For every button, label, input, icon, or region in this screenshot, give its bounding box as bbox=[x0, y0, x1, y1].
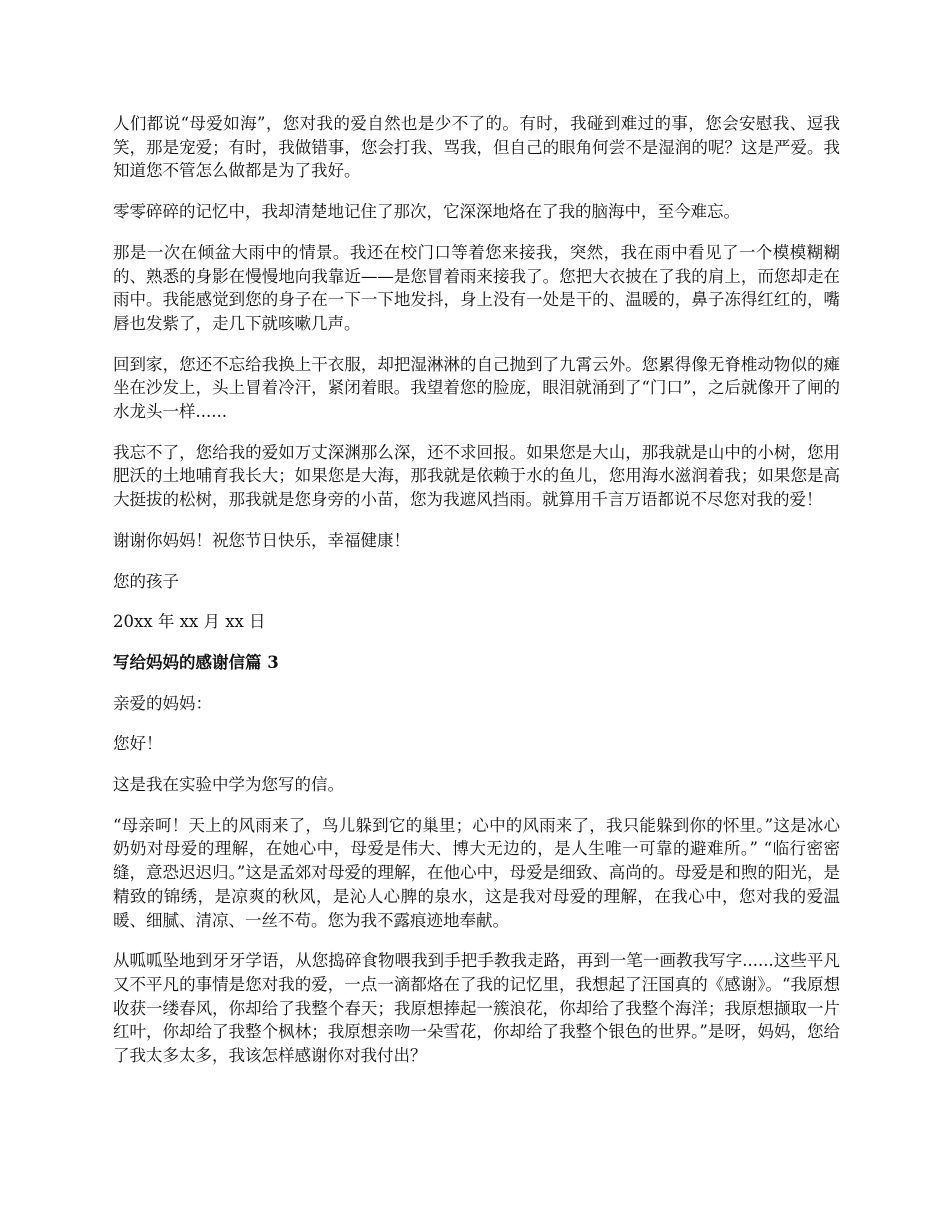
greeting: 您好！ bbox=[113, 734, 163, 754]
date-line: 20xx 年 xx 月 xx 日 bbox=[113, 612, 266, 632]
salutation: 亲爱的妈妈： bbox=[113, 693, 212, 713]
closing-wishes: 谢谢你妈妈！祝您节日快乐，幸福健康！ bbox=[113, 530, 410, 550]
paragraph: 从呱呱坠地到牙牙学语，从您捣碎食物喂我到手把手教我走路，再到一笔一画教我写字......这些平凡又不平凡的事情是您对我的爱，一点一滴都烙在了我的记忆里，我想起了汪国真的《感谢》。“我原想收获一缕春风，你却给了我整个春天；我原想捧起一簇浪花，你却给了我整个海洋；我原想撷取一片红叶，你却给了我整个枫林；我原想亲吻一朵雪花，你却给了我整个银色的世界。”是呀，妈妈，您给了我太多太多，我该怎样感谢你对我付出？ bbox=[113, 951, 840, 1066]
document-page bbox=[113, 112, 840, 1085]
paragraph: “母亲呵！天上的风雨来了，鸟儿躲到它的巢里；心中的风雨来了，我只能躲到你的怀里。”这是冰心奶奶对母爱的理解，在她心中，母爱是伟大、博大无边的，是人生唯一可靠的避难所。” “临行密密缝，意恐迟迟归。”这是孟郊对母爱的理解，在他心中，母爱是细致、高尚的。母爱是和煦的阳光，是精致的锦绣，是凉爽的秋风，是沁人心脾的泉水，这是我对母爱的理解，在我心中，您对我的爱温暖、细腻、清凉、一丝不苟。您为我不露痕迹地奉献。 bbox=[113, 815, 840, 930]
paragraph: 这是我在实验中学为您写的信。 bbox=[113, 775, 344, 795]
paragraph: 回到家，您还不忘给我换上干衣服，却把湿淋淋的自己抛到了九霄云外。您累得像无脊椎动物似的瘫坐在沙发上，头上冒着冷汗，紧闭着眼。我望着您的脸庞，眼泪就涌到了“门口”，之后就像开了闸的水龙头一样...... bbox=[113, 354, 840, 422]
paragraph: 人们都说“母爱如海”，您对我的爱自然也是少不了的。有时，我碰到难过的事，您会安慰我、逗我笑，那是宠爱；有时，我做错事，您会打我、骂我，但自己的眼角何尝不是湿润的呢？这是严爱。我知道您不管怎么做都是为了我好。 bbox=[113, 114, 840, 181]
paragraph: 我忘不了，您给我的爱如万丈深渊那么深，还不求回报。如果您是大山，那我就是山中的小树，您用肥沃的土地哺育我长大；如果您是大海，那我就是依赖于水的鱼儿，您用海水滋润着我；如果您是高大挺拔的松树，那我就是您身旁的小苗，您为我遮风挡雨。就算用千言万语都说不尽您对我的爱！ bbox=[113, 442, 840, 510]
paragraph: 那是一次在倾盆大雨中的情景。我还在校门口等着您来接我，突然，我在雨中看见了一个模模糊糊的、熟悉的身影在慢慢地向我靠近——是您冒着雨来接我了。您把大衣披在了我的肩上，而您却走在雨中。我能感觉到您的身子在一下一下地发抖，身上没有一处是干的、温暖的，鼻子冻得红红的，嘴唇也发紫了，走几下就咳嗽几声。 bbox=[113, 242, 840, 333]
paragraph: 零零碎碎的记忆中，我却清楚地记住了那次，它深深地烙在了我的脑海中，至今难忘。 bbox=[113, 202, 740, 222]
signature: 您的孩子 bbox=[113, 571, 179, 591]
section-heading: 写给妈妈的感谢信篇 3 bbox=[113, 652, 279, 672]
